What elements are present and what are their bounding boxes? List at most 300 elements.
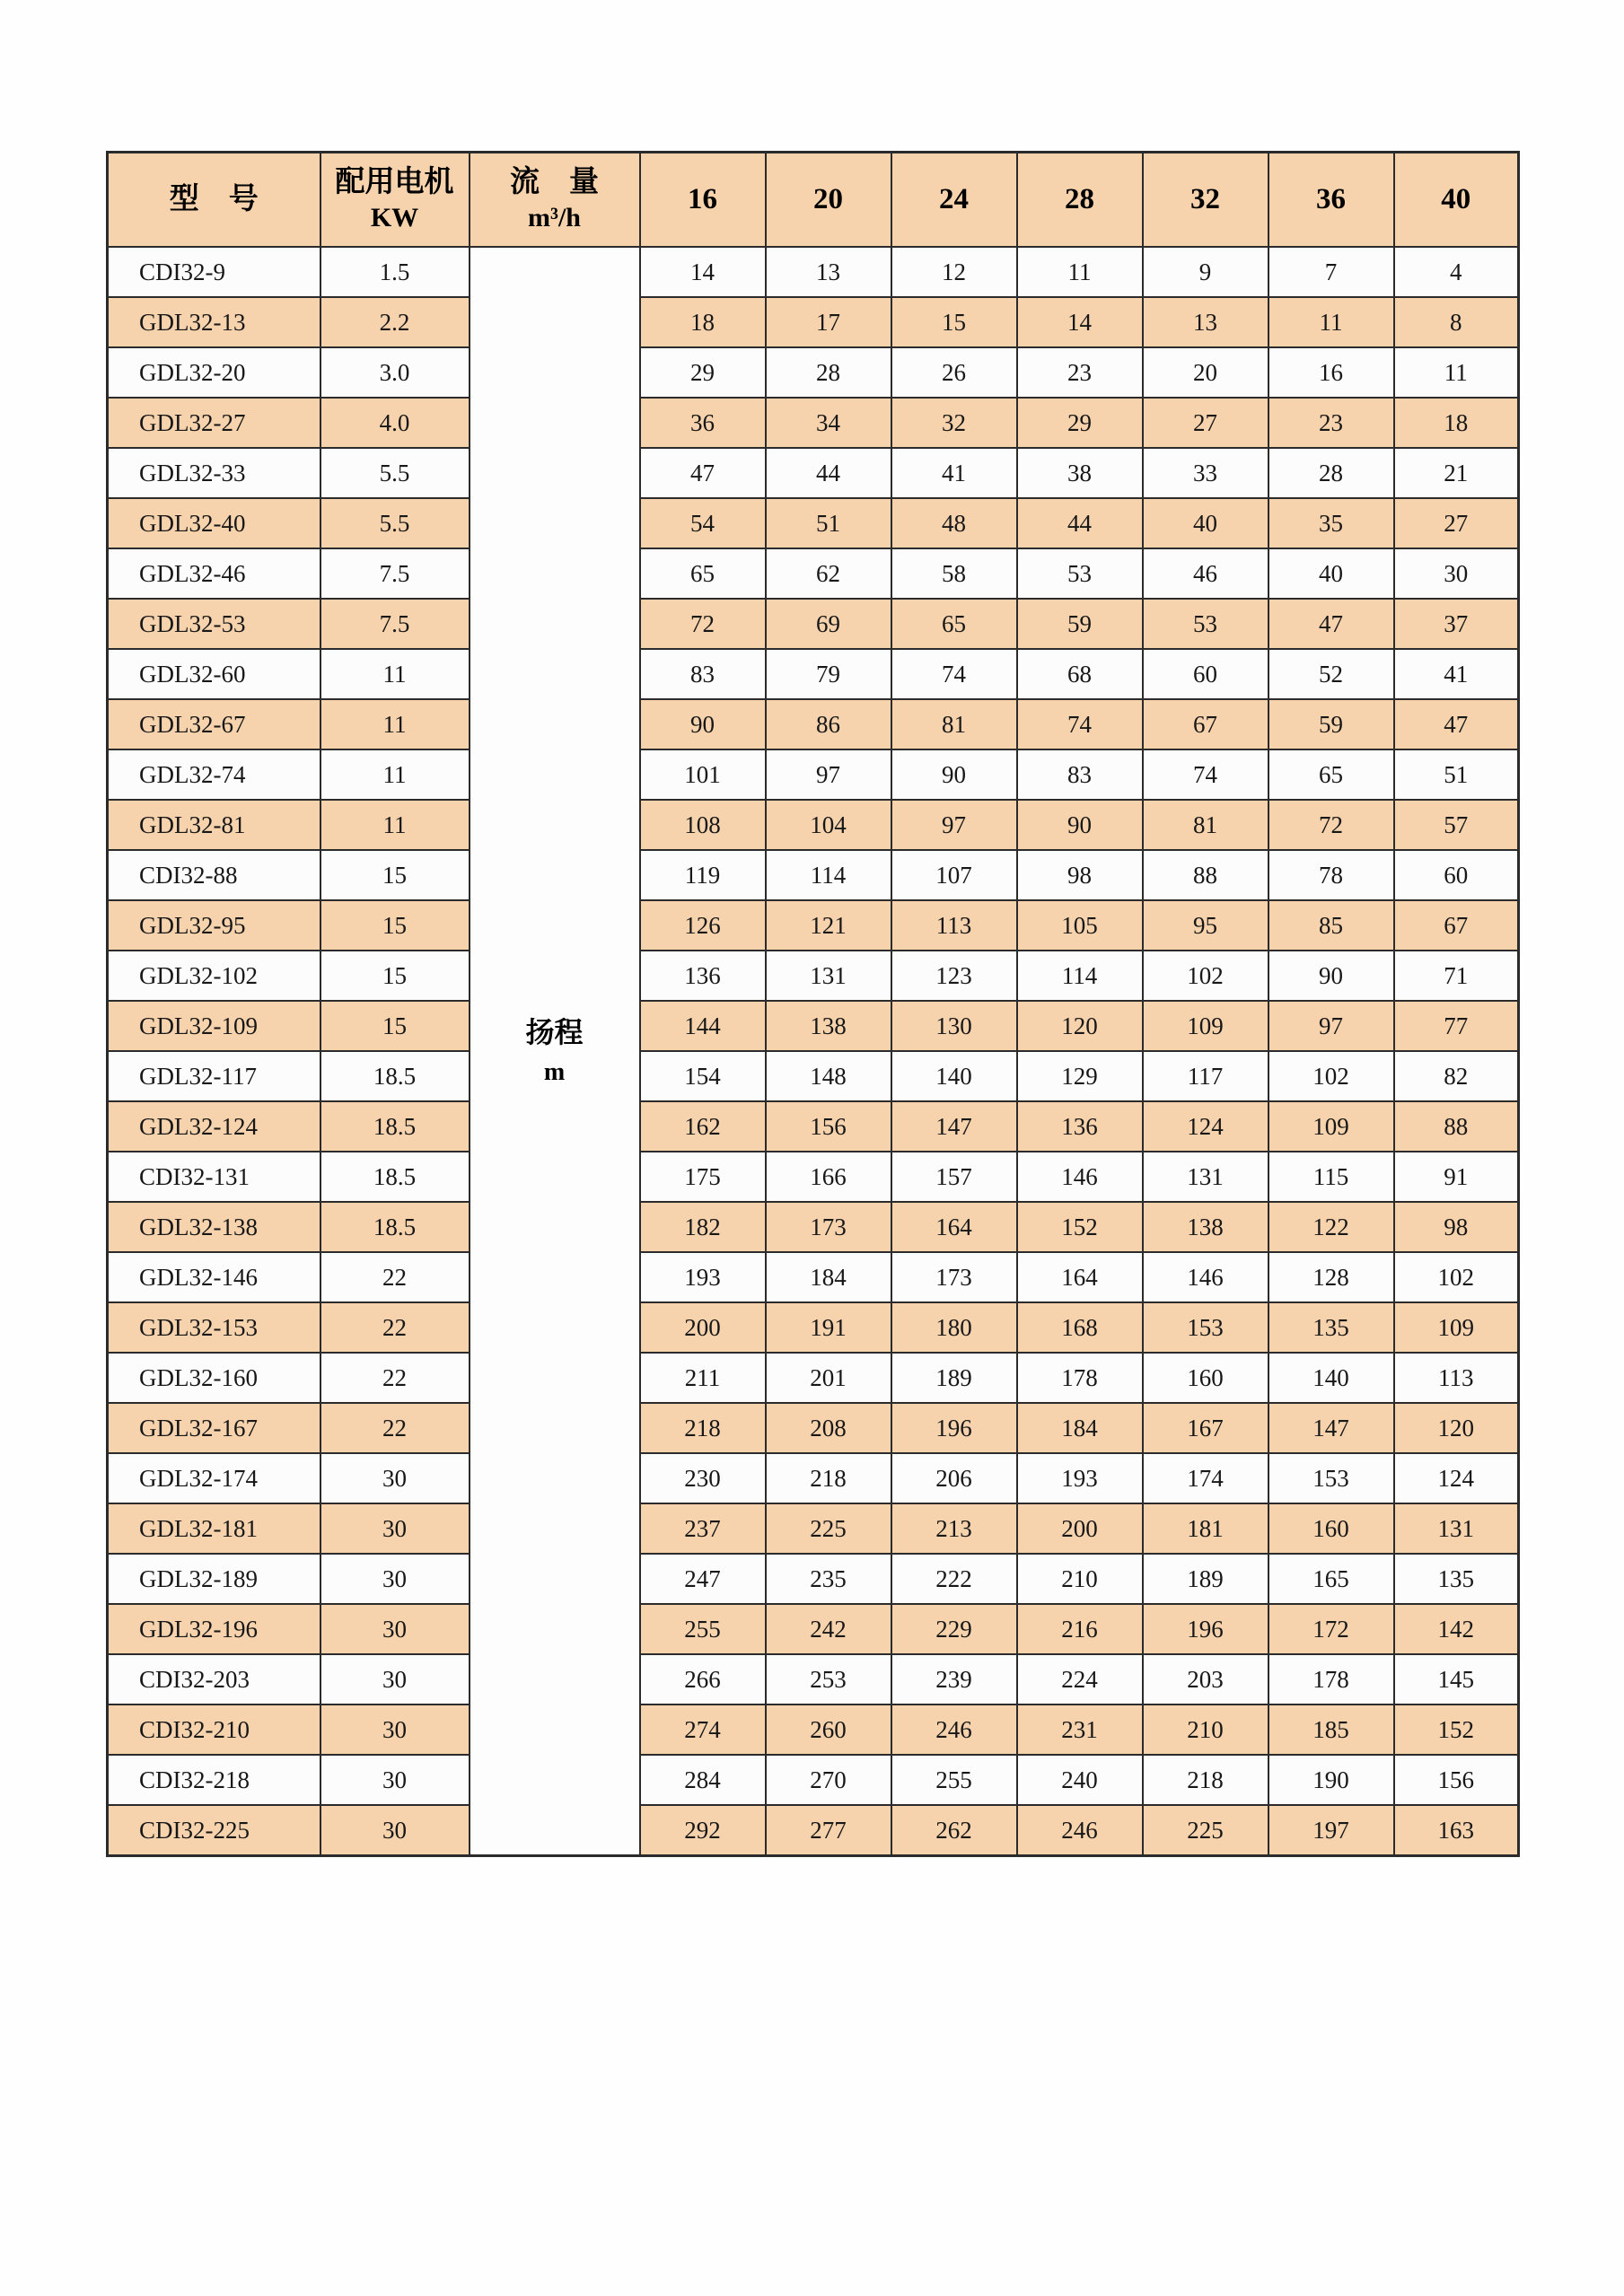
head-value-cell: 59 [1017,599,1143,649]
table-row [108,1252,1519,1302]
head-value-cell: 135 [1394,1554,1519,1604]
head-value-cell: 164 [1017,1252,1143,1302]
head-value-cell: 262 [891,1805,1017,1856]
head-value-cell: 154 [640,1051,766,1101]
head-value-cell: 46 [1143,548,1268,599]
head-value-cell: 181 [1143,1503,1268,1554]
table-row [108,297,1519,347]
head-value-cell: 4 [1394,247,1519,297]
model-cell: GDL32-189 [108,1554,320,1604]
table-row [108,1353,1519,1403]
header-motor-line2: KW [370,203,419,233]
motor-kw-cell: 30 [320,1604,470,1654]
table-row [108,247,1519,297]
model-cell: CDI32-225 [108,1805,320,1856]
head-value-cell: 17 [766,297,891,347]
head-value-cell: 216 [1017,1604,1143,1654]
motor-kw-cell: 11 [320,649,470,699]
head-value-cell: 180 [891,1302,1017,1353]
head-value-cell: 152 [1017,1202,1143,1252]
head-value-cell: 138 [1143,1202,1268,1252]
header-row [108,153,1519,248]
head-value-cell: 184 [1017,1403,1143,1453]
head-value-cell: 166 [766,1152,891,1202]
head-value-cell: 242 [766,1604,891,1654]
head-value-cell: 156 [766,1101,891,1152]
model-cell: GDL32-196 [108,1604,320,1654]
head-value-cell: 201 [766,1353,891,1403]
model-cell: GDL32-46 [108,548,320,599]
head-value-cell: 88 [1143,850,1268,900]
head-value-cell: 136 [1017,1101,1143,1152]
head-value-cell: 109 [1143,1001,1268,1051]
head-value-cell: 153 [1268,1453,1394,1503]
head-value-cell: 147 [1268,1403,1394,1453]
motor-kw-cell: 30 [320,1453,470,1503]
head-value-cell: 81 [891,699,1017,749]
head-value-cell: 152 [1394,1704,1519,1755]
head-value-cell: 128 [1268,1252,1394,1302]
head-value-cell: 40 [1268,548,1394,599]
head-value-cell: 60 [1394,850,1519,900]
head-value-cell: 138 [766,1001,891,1051]
table-row [108,1453,1519,1503]
head-value-cell: 113 [891,900,1017,951]
head-value-cell: 27 [1143,398,1268,448]
table-row [108,749,1519,800]
head-value-cell: 160 [1268,1503,1394,1554]
head-value-cell: 277 [766,1805,891,1856]
head-value-cell: 162 [640,1101,766,1152]
motor-kw-cell: 22 [320,1302,470,1353]
head-value-cell: 246 [1017,1805,1143,1856]
head-value-cell: 18 [1394,398,1519,448]
head-value-cell: 21 [1394,448,1519,498]
model-cell: CDI32-9 [108,247,320,297]
head-value-cell: 222 [891,1554,1017,1604]
head-value-cell: 90 [1017,800,1143,850]
table-row [108,800,1519,850]
head-value-cell: 163 [1394,1805,1519,1856]
head-value-cell: 193 [640,1252,766,1302]
head-value-cell: 231 [1017,1704,1143,1755]
head-value-cell: 83 [1017,749,1143,800]
head-value-cell: 144 [640,1001,766,1051]
head-value-cell: 101 [640,749,766,800]
head-value-cell: 59 [1268,699,1394,749]
head-value-cell: 67 [1143,699,1268,749]
table-row [108,1152,1519,1202]
motor-kw-cell: 22 [320,1403,470,1453]
head-value-cell: 102 [1268,1051,1394,1101]
model-cell: GDL32-13 [108,297,320,347]
head-value-cell: 29 [640,347,766,398]
head-value-cell: 90 [891,749,1017,800]
head-value-cell: 126 [640,900,766,951]
head-value-cell: 58 [891,548,1017,599]
motor-kw-cell: 4.0 [320,398,470,448]
head-value-cell: 33 [1143,448,1268,498]
model-cell: GDL32-53 [108,599,320,649]
head-value-cell: 230 [640,1453,766,1503]
head-value-cell: 124 [1394,1453,1519,1503]
head-value-cell: 210 [1017,1554,1143,1604]
motor-kw-cell: 15 [320,1001,470,1051]
head-value-cell: 48 [891,498,1017,548]
head-value-cell: 88 [1394,1101,1519,1152]
head-value-cell: 102 [1143,951,1268,1001]
header-flow-col-28: 28 [1017,153,1143,248]
head-value-cell: 67 [1394,900,1519,951]
head-value-cell: 47 [640,448,766,498]
motor-kw-cell: 30 [320,1755,470,1805]
head-value-cell: 95 [1143,900,1268,951]
head-unit: m [543,1058,566,1086]
head-value-cell: 109 [1268,1101,1394,1152]
head-value-cell: 165 [1268,1554,1394,1604]
head-value-cell: 86 [766,699,891,749]
head-value-cell: 131 [766,951,891,1001]
head-value-cell: 211 [640,1353,766,1403]
motor-kw-cell: 22 [320,1252,470,1302]
table-row [108,1403,1519,1453]
head-value-cell: 18 [640,297,766,347]
head-value-cell: 129 [1017,1051,1143,1101]
motor-kw-cell: 30 [320,1554,470,1604]
head-value-cell: 41 [1394,649,1519,699]
head-value-cell: 16 [1268,347,1394,398]
table-row [108,1554,1519,1604]
head-value-cell: 8 [1394,297,1519,347]
head-value-cell: 109 [1394,1302,1519,1353]
table-row [108,699,1519,749]
head-value-cell: 32 [891,398,1017,448]
head-value-cell: 253 [766,1654,891,1704]
motor-kw-cell: 3.0 [320,347,470,398]
motor-kw-cell: 11 [320,699,470,749]
head-value-cell: 120 [1394,1403,1519,1453]
head-value-cell: 240 [1017,1755,1143,1805]
head-merged-cell [470,247,640,1856]
head-value-cell: 69 [766,599,891,649]
head-value-cell: 189 [891,1353,1017,1403]
motor-kw-cell: 15 [320,850,470,900]
table-row [108,498,1519,548]
head-value-cell: 284 [640,1755,766,1805]
head-value-cell: 124 [1143,1101,1268,1152]
model-cell: GDL32-109 [108,1001,320,1051]
head-value-cell: 37 [1394,599,1519,649]
head-value-cell: 114 [766,850,891,900]
head-value-cell: 200 [640,1302,766,1353]
head-value-cell: 11 [1394,347,1519,398]
head-value-cell: 274 [640,1704,766,1755]
table-row [108,1101,1519,1152]
motor-kw-cell: 11 [320,749,470,800]
model-cell: GDL32-27 [108,398,320,448]
head-value-cell: 14 [640,247,766,297]
head-value-cell: 247 [640,1554,766,1604]
head-value-cell: 225 [766,1503,891,1554]
head-value-cell: 83 [640,649,766,699]
head-value-cell: 68 [1017,649,1143,699]
header-flow-col-36: 36 [1268,153,1394,248]
head-value-cell: 148 [766,1051,891,1101]
model-cell: CDI32-203 [108,1654,320,1704]
head-value-cell: 136 [640,951,766,1001]
model-cell: GDL32-174 [108,1453,320,1503]
head-value-cell: 29 [1017,398,1143,448]
table-row [108,1654,1519,1704]
header-flow-col-24: 24 [891,153,1017,248]
table-row [108,649,1519,699]
table-row [108,1202,1519,1252]
head-value-cell: 54 [640,498,766,548]
motor-kw-cell: 15 [320,951,470,1001]
model-cell: GDL32-33 [108,448,320,498]
head-value-cell: 97 [1268,1001,1394,1051]
head-value-cell: 78 [1268,850,1394,900]
motor-kw-cell: 30 [320,1654,470,1704]
head-value-cell: 26 [891,347,1017,398]
head-value-cell: 237 [640,1503,766,1554]
model-cell: CDI32-218 [108,1755,320,1805]
head-value-cell: 36 [640,398,766,448]
head-value-cell: 35 [1268,498,1394,548]
header-flow-col-16: 16 [640,153,766,248]
head-value-cell: 146 [1143,1252,1268,1302]
head-value-cell: 224 [1017,1654,1143,1704]
head-value-cell: 74 [1017,699,1143,749]
table-row [108,398,1519,448]
head-value-cell: 196 [891,1403,1017,1453]
head-value-cell: 105 [1017,900,1143,951]
head-value-cell: 7 [1268,247,1394,297]
head-value-cell: 200 [1017,1503,1143,1554]
head-value-cell: 53 [1017,548,1143,599]
motor-kw-cell: 30 [320,1704,470,1755]
table-row [108,1302,1519,1353]
motor-kw-cell: 18.5 [320,1101,470,1152]
head-value-cell: 123 [891,951,1017,1001]
model-cell: GDL32-146 [108,1252,320,1302]
motor-kw-cell: 1.5 [320,247,470,297]
head-value-cell: 98 [1017,850,1143,900]
head-value-cell: 82 [1394,1051,1519,1101]
head-value-cell: 121 [766,900,891,951]
head-value-cell: 206 [891,1453,1017,1503]
head-value-cell: 65 [640,548,766,599]
table-body [108,247,1519,1856]
head-value-cell: 47 [1394,699,1519,749]
header-flow-col-32: 32 [1143,153,1268,248]
head-value-cell: 115 [1268,1152,1394,1202]
model-cell: CDI32-88 [108,850,320,900]
head-value-cell: 131 [1394,1503,1519,1554]
motor-kw-cell: 18.5 [320,1202,470,1252]
head-value-cell: 98 [1394,1202,1519,1252]
head-value-cell: 15 [891,297,1017,347]
head-value-cell: 74 [891,649,1017,699]
table-row [108,1503,1519,1554]
header-flow [470,153,640,248]
head-value-cell: 185 [1268,1704,1394,1755]
head-value-cell: 27 [1394,498,1519,548]
head-value-cell: 81 [1143,800,1268,850]
head-label: 扬程 [525,1016,584,1048]
head-value-cell: 65 [1268,749,1394,800]
head-value-cell: 13 [766,247,891,297]
head-value-cell: 97 [766,749,891,800]
header-model: 型 号 [108,153,320,248]
head-value-cell: 147 [891,1101,1017,1152]
head-value-cell: 28 [1268,448,1394,498]
table-header [108,153,1519,248]
head-value-cell: 135 [1268,1302,1394,1353]
head-value-cell: 208 [766,1403,891,1453]
model-cell: GDL32-153 [108,1302,320,1353]
header-motor [320,153,470,248]
head-value-cell: 260 [766,1704,891,1755]
table-row [108,1704,1519,1755]
head-value-cell: 72 [1268,800,1394,850]
head-value-cell: 218 [766,1453,891,1503]
head-value-cell: 213 [891,1503,1017,1554]
header-flow-col-40: 40 [1394,153,1519,248]
model-cell: GDL32-60 [108,649,320,699]
head-value-cell: 140 [1268,1353,1394,1403]
motor-kw-cell: 22 [320,1353,470,1403]
table-row [108,448,1519,498]
table-row [108,850,1519,900]
head-value-cell: 60 [1143,649,1268,699]
table-row [108,1805,1519,1856]
head-value-cell: 168 [1017,1302,1143,1353]
head-value-cell: 178 [1268,1654,1394,1704]
head-value-cell: 34 [766,398,891,448]
head-value-cell: 130 [891,1001,1017,1051]
head-value-cell: 72 [640,599,766,649]
head-value-cell: 131 [1143,1152,1268,1202]
model-cell: GDL32-102 [108,951,320,1001]
head-value-cell: 174 [1143,1453,1268,1503]
head-value-cell: 203 [1143,1654,1268,1704]
model-cell: GDL32-124 [108,1101,320,1152]
head-value-cell: 104 [766,800,891,850]
table-row [108,900,1519,951]
head-value-cell: 178 [1017,1353,1143,1403]
table-row [108,1604,1519,1654]
header-flow-line1: 流 量 [510,166,599,199]
table-row [108,1051,1519,1101]
head-value-cell: 65 [891,599,1017,649]
head-value-cell: 107 [891,850,1017,900]
head-value-cell: 114 [1017,951,1143,1001]
model-cell: GDL32-81 [108,800,320,850]
motor-kw-cell: 11 [320,800,470,850]
table-row [108,548,1519,599]
head-value-cell: 140 [891,1051,1017,1101]
head-value-cell: 77 [1394,1001,1519,1051]
model-cell: GDL32-40 [108,498,320,548]
model-cell: GDL32-117 [108,1051,320,1101]
head-value-cell: 218 [640,1403,766,1453]
head-value-cell: 74 [1143,749,1268,800]
head-value-cell: 190 [1268,1755,1394,1805]
head-value-cell: 196 [1143,1604,1268,1654]
head-value-cell: 102 [1394,1252,1519,1302]
table-row [108,599,1519,649]
head-value-cell: 57 [1394,800,1519,850]
head-value-cell: 117 [1143,1051,1268,1101]
head-value-cell: 146 [1017,1152,1143,1202]
head-value-cell: 47 [1268,599,1394,649]
motor-kw-cell: 18.5 [320,1152,470,1202]
head-value-cell: 235 [766,1554,891,1604]
head-value-cell: 175 [640,1152,766,1202]
header-flow-unit: m³/h [527,203,581,233]
head-value-cell: 172 [1268,1604,1394,1654]
head-value-cell: 119 [640,850,766,900]
head-value-cell: 210 [1143,1704,1268,1755]
motor-kw-cell: 15 [320,900,470,951]
head-value-cell: 20 [1143,347,1268,398]
model-cell: GDL32-181 [108,1503,320,1554]
model-cell: GDL32-20 [108,347,320,398]
head-value-cell: 156 [1394,1755,1519,1805]
head-value-cell: 239 [891,1654,1017,1704]
head-value-cell: 51 [766,498,891,548]
header-flow-col-20: 20 [766,153,891,248]
head-value-cell: 270 [766,1755,891,1805]
head-value-cell: 173 [766,1202,891,1252]
motor-kw-cell: 5.5 [320,498,470,548]
head-value-cell: 189 [1143,1554,1268,1604]
head-value-cell: 30 [1394,548,1519,599]
model-cell: GDL32-167 [108,1403,320,1453]
head-value-cell: 38 [1017,448,1143,498]
motor-kw-cell: 30 [320,1503,470,1554]
head-value-cell: 52 [1268,649,1394,699]
head-value-cell: 44 [1017,498,1143,548]
head-value-cell: 97 [891,800,1017,850]
motor-kw-cell: 2.2 [320,297,470,347]
head-value-cell: 153 [1143,1302,1268,1353]
head-value-cell: 79 [766,649,891,699]
head-value-cell: 292 [640,1805,766,1856]
head-value-cell: 40 [1143,498,1268,548]
head-value-cell: 191 [766,1302,891,1353]
head-value-cell: 51 [1394,749,1519,800]
model-cell: CDI32-210 [108,1704,320,1755]
head-value-cell: 85 [1268,900,1394,951]
head-value-cell: 225 [1143,1805,1268,1856]
motor-kw-cell: 7.5 [320,548,470,599]
head-value-cell: 62 [766,548,891,599]
motor-kw-cell: 30 [320,1805,470,1856]
head-value-cell: 12 [891,247,1017,297]
header-motor-line1: 配用电机 [335,166,454,199]
head-value-cell: 229 [891,1604,1017,1654]
model-cell: GDL32-74 [108,749,320,800]
head-value-cell: 266 [640,1654,766,1704]
pump-spec-table [106,151,1520,1857]
head-value-cell: 255 [640,1604,766,1654]
head-value-cell: 11 [1017,247,1143,297]
head-value-cell: 197 [1268,1805,1394,1856]
head-value-cell: 44 [766,448,891,498]
head-value-cell: 13 [1143,297,1268,347]
